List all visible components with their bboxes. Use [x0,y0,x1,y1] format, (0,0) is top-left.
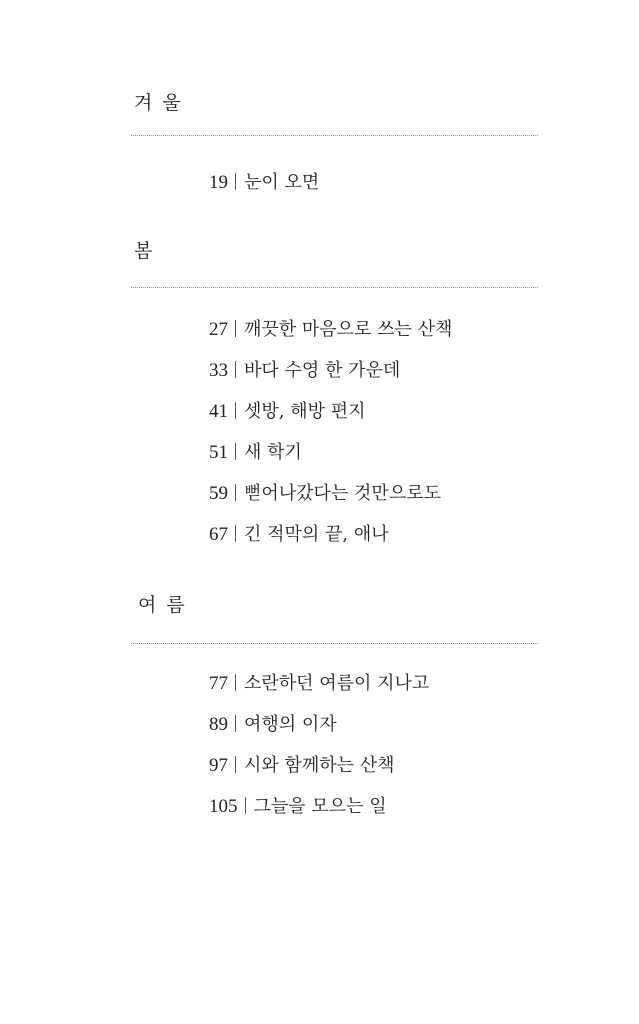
entry-title: 깨끗한 마음으로 쓰는 산책 [244,319,453,340]
separator-bar [235,525,236,542]
toc-entry[interactable] [209,317,452,358]
separator-bar [235,402,236,419]
entry-title: 바다 수영 한 가운데 [244,360,401,381]
page-number: 89 [209,714,228,735]
toc-entry[interactable] [209,481,452,522]
section-title: 겨 울 [134,92,183,114]
separator-bar [235,674,236,691]
page-number: 19 [209,172,228,193]
separator-bar [235,756,236,773]
section-divider [131,135,538,136]
page-number: 27 [209,319,228,340]
page-number: 33 [209,360,228,381]
separator-bar [235,443,236,460]
separator-bar [235,173,236,190]
entry-title: 여행의 이자 [244,714,337,735]
toc-entry[interactable] [209,712,429,753]
separator-bar [245,797,246,814]
page-number: 97 [209,755,228,776]
entry-title: 긴 적막의 끝, 애나 [244,524,389,545]
page-number: 67 [209,524,228,545]
toc-entry[interactable] [209,522,452,563]
page-number: 51 [209,442,228,463]
page-number: 41 [209,401,228,422]
section-title: 봄 [134,240,155,262]
toc-entry[interactable] [209,671,429,712]
separator-bar [235,715,236,732]
toc-entry[interactable] [209,440,452,481]
section-divider [131,287,538,288]
toc-entry[interactable] [209,399,452,440]
toc-list [209,671,429,835]
toc-list [209,317,452,563]
separator-bar [235,361,236,378]
page-number: 59 [209,483,228,504]
section-title: 여 름 [138,594,187,616]
entry-title: 새 학기 [244,442,302,463]
section-divider [131,643,538,644]
toc-entry[interactable] [209,753,429,794]
page-number: 77 [209,673,228,694]
entry-title: 그늘을 모으는 일 [253,796,387,817]
toc-entry[interactable] [209,358,452,399]
entry-title: 셋방, 해방 편지 [244,401,366,422]
toc-entry[interactable] [209,794,429,835]
entry-title: 눈이 오면 [244,172,320,193]
separator-bar [235,320,236,337]
toc-entry[interactable] [209,170,319,211]
entry-title: 소란하던 여름이 지나고 [244,673,430,694]
separator-bar [235,484,236,501]
toc-list [209,170,319,211]
page-number: 105 [209,796,238,817]
entry-title: 시와 함께하는 산책 [244,755,395,776]
entry-title: 뻗어나갔다는 것만으로도 [244,483,441,504]
